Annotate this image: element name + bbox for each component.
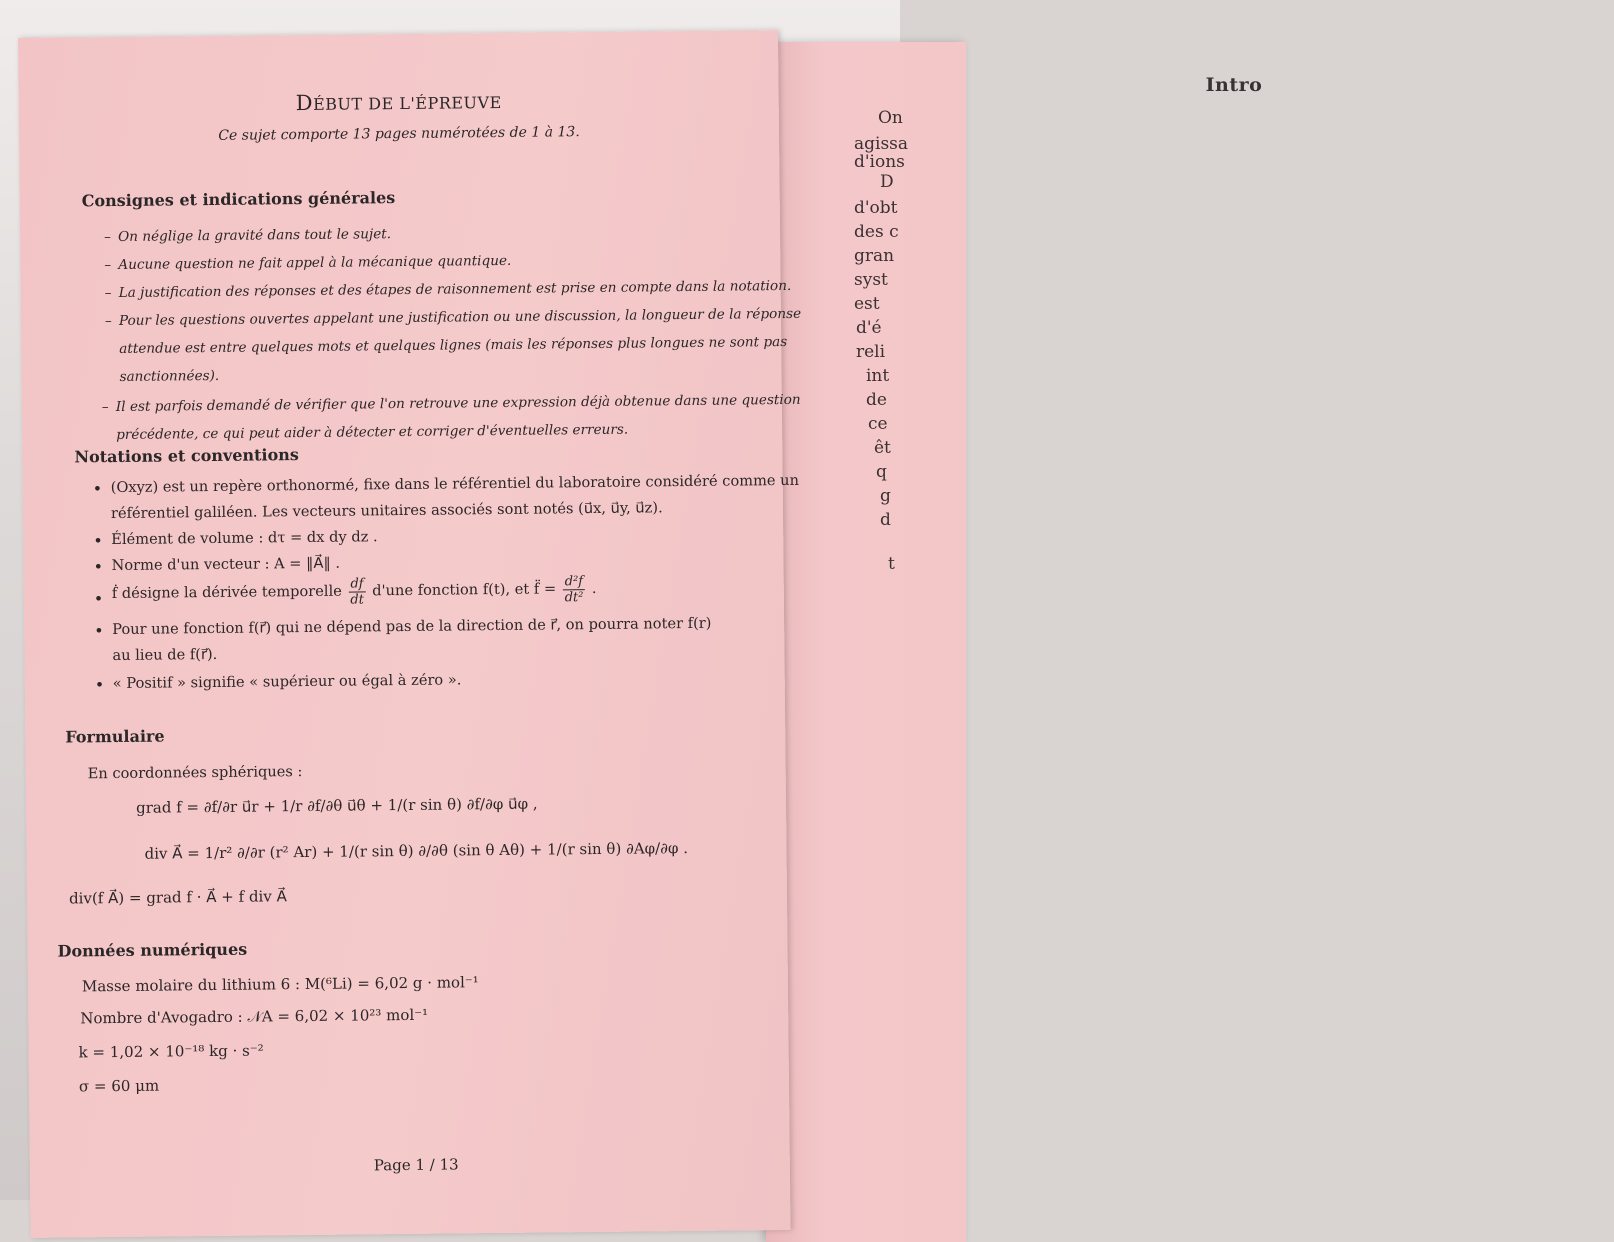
section-heading-notations: Notations et conventions [74,445,299,467]
next-page-fragment: agissa [854,134,909,154]
bullet: • [93,531,103,551]
notation-norme: Norme d'un vecteur : A = ‖A⃗‖ . [111,554,341,575]
consigne-text: attendue est entre quelques mots et quelques lignes (mais les réponses plus longues ne sont pas [119,333,788,357]
page-title-initial: D [295,90,314,116]
next-page-fragment: On [878,108,903,128]
next-page-fragment: d'obt [854,198,898,218]
section-heading-formulaire: Formulaire [65,726,165,747]
consigne-text: Pour les questions ouvertes appelant une justification ou une discussion, la longueur de la réponse [118,305,802,329]
consigne-item: – Pour les questions ouvertes appelant une justification ou une discussion, la longueur de la réponse [104,305,802,330]
bullet: • [94,675,105,695]
consigne-item: – Aucune question ne fait appel à la mécanique quantique. [104,252,512,274]
notation-repere-cont: référentiel galiléen. Les vecteurs unitaires associés sont notés (u⃗x, u⃗y, u⃗z). [110,499,663,523]
consigne-text: précédente, ce qui peut aider à détecter et corriger d'éventuelles erreurs. [116,421,629,443]
next-page-fragment: d'é [856,318,882,338]
consigne-text: Aucune question ne fait appel à la mécanique quantique. [118,252,512,273]
consigne-item: – On néglige la gravité dans tout le sujet. [104,226,392,246]
exam-page [18,30,802,1238]
formula-div-product: div(f A⃗) = grad f · A⃗ + f div A⃗ [68,887,287,908]
consigne-text: Il est parfois demandé de vérifier que l'on retrouve une expression déjà obtenue dans une question [115,391,801,415]
bullet: • [93,589,104,609]
next-page-fragment: de [866,390,887,410]
next-page-fragment: ce [868,414,888,434]
next-page-fragment: des c [854,222,899,242]
consigne-item: – La justification des réponses et des étapes de raisonnement est prise en compte dans la notation. [104,277,792,302]
derivee-text: ḟ désigne la dérivée temporelle [111,582,342,603]
bullet: • [94,621,104,641]
page-title-rest: ÉBUT DE L'ÉPREUVE [312,92,502,114]
notation-fonction: Pour une fonction f(r⃗) qui ne dépend pas de la direction de r⃗, on pourra noter f(r) [112,614,712,639]
page-title [19,86,779,118]
consigne-text: On néglige la gravité dans tout le sujet. [118,226,392,245]
formula-gradient: grad f = ∂f/∂r u⃗r + 1/r ∂f/∂θ u⃗θ + 1/(r sin θ) ∂f/∂φ u⃗φ , [135,794,538,817]
next-page-fragment: int [866,366,890,386]
next-page-fragment: est [854,294,880,314]
derivee-text-2: d'une fonction f(t), et f̈ = [372,580,557,600]
data-masse-molaire: Masse molaire du lithium 6 : M(⁶Li) = 6,02 g · mol⁻¹ [81,973,479,996]
consigne-item: – Il est parfois demandé de vérifier que l'on retrouve une expression déjà obtenue dans une question [101,391,801,416]
next-page-fragment: t [888,554,895,574]
notation-positif: « Positif » signifie « supérieur ou égal à zéro ». [112,671,462,693]
next-page-sheet [766,42,1263,1242]
notation-repere: (Oxyz) est un repère orthonormé, fixe dans le référentiel du laboratoire considéré comme un [110,471,800,497]
next-page-fragment: gran [854,246,895,266]
next-page-fragment: q [876,462,887,482]
bullet: • [93,557,104,577]
fraction-d2f-dt2: $\frac{\text{d²f}}{\text{dt²}}$ [564,573,584,605]
data-sigma: σ = 60 μm [78,1076,160,1096]
notation-derivee: ḟ désigne la dérivée temporelle $\frac{df}{dt}$ d'une fonction f(t), et f̈ = $\frac{\text{d²f}}{\text{dt²}}$ . [111,573,597,608]
fraction-df-dt: $\frac{df}{dt}$ [350,575,364,608]
consigne-text: La justification des réponses et des étapes de raisonnement est prise en compte dans la notation. [118,277,792,301]
bullet: • [92,479,103,499]
formula-divergence: div A⃗ = 1/r² ∂/∂r (r² Ar) + 1/(r sin θ) ∂/∂θ (sin θ Aθ) + 1/(r sin θ) ∂Aφ/∂φ . [144,839,689,863]
next-page-fragment: d [880,510,891,530]
next-page-fragment: êt [874,438,891,458]
data-avogadro: Nombre d'Avogadro : 𝒩A = 6,02 × 10²³ mol⁻¹ [80,1005,429,1028]
page-subtitle: Ce sujet comporte 13 pages numérotées de 1 à 13. [218,124,580,144]
next-page-fragment: g [880,486,891,506]
notation-volume: Élément de volume : dτ = dx dy dz . [111,528,378,549]
next-page-fragment: reli [856,342,886,362]
formulaire-intro: En coordonnées sphériques : [87,763,303,783]
section-heading-consignes: Consignes et indications générales [81,188,396,211]
next-page-fragment: syst [854,270,888,290]
section-heading-donnees: Données numériques [57,939,248,961]
next-page-fragment: d'ions [854,152,905,172]
page-number: Page 1 / 13 [373,1155,459,1175]
next-page-fragment: D [880,172,894,192]
data-k: k = 1,02 × 10⁻¹⁸ kg · s⁻² [78,1041,264,1062]
consigne-text: sanctionnées). [119,367,220,385]
next-page-title: Intro [1205,74,1263,96]
notation-fonction-cont: au lieu de f(r⃗). [112,645,218,665]
